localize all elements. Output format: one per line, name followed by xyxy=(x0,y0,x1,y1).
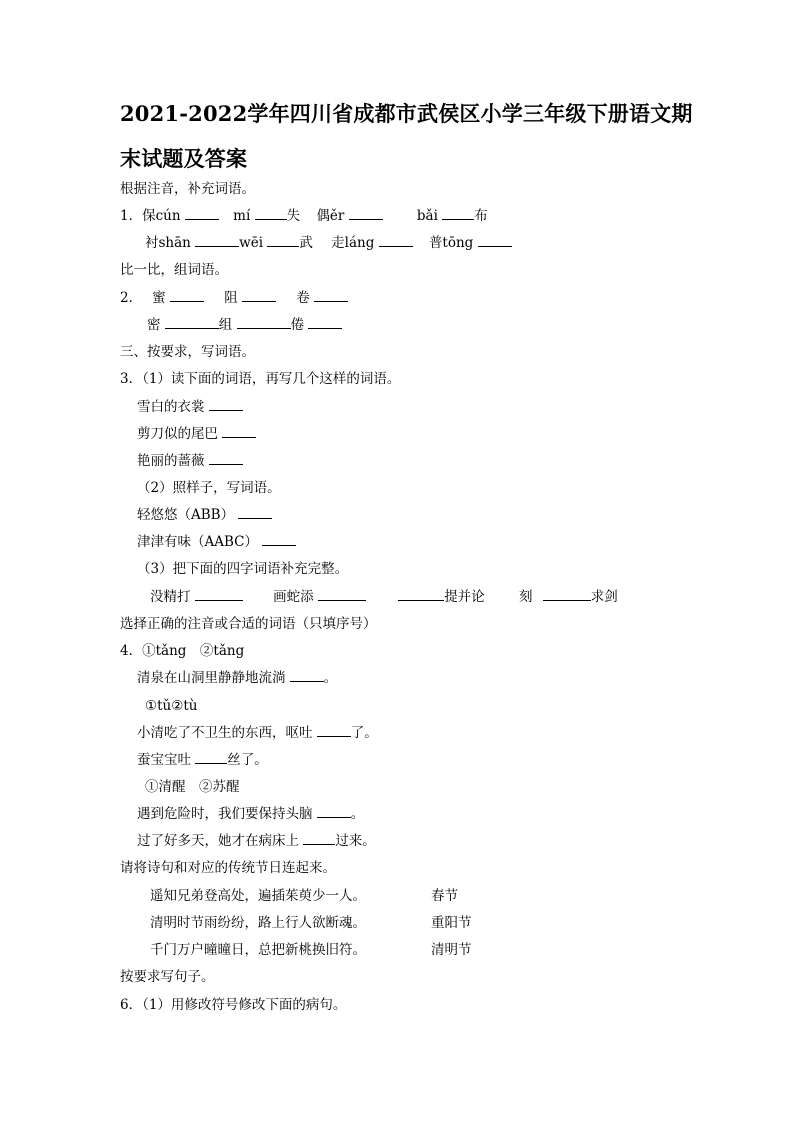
answer-blank[interactable] xyxy=(303,832,335,845)
q1-item-wu: 武 xyxy=(299,235,313,251)
q2-char: 阻 xyxy=(224,290,238,306)
answer-blank[interactable] xyxy=(317,724,351,737)
q3-idiom: 没精打 xyxy=(150,589,191,605)
answer-blank[interactable] xyxy=(185,207,219,220)
q4-options-3: ①清醒 ②苏醒 xyxy=(145,779,240,795)
answer-blank[interactable] xyxy=(290,669,324,682)
q3-word: 剪刀似的尾巴 xyxy=(137,426,218,442)
q4-sentence-text: 小清吃了不卫生的东西，呕吐 xyxy=(137,725,313,741)
q1-item-putong: 普tōng xyxy=(428,235,474,251)
q3-part2-item xyxy=(137,533,296,551)
q1-item-ouer: 偶ěr xyxy=(316,208,345,224)
q4-sentence-text: 过了好多天，她才在病床上 xyxy=(137,833,299,849)
answer-blank[interactable] xyxy=(195,588,243,601)
q1-item-baocun: 保cún xyxy=(142,208,181,224)
q1-intro: 根据注音，补充词语。 xyxy=(120,181,255,197)
answer-blank[interactable] xyxy=(195,751,227,764)
answer-blank[interactable] xyxy=(195,234,239,247)
q4-sentence xyxy=(137,832,376,850)
q1-item-zoulang: 走láng xyxy=(331,235,375,251)
q4-options: ①tǎng ②tǎng xyxy=(142,643,245,659)
q1-row-2 xyxy=(145,234,512,252)
q4-sentence-text: 蚕宝宝吐 xyxy=(137,752,191,768)
q6-intro: 按要求写句子。 xyxy=(120,969,215,985)
answer-blank[interactable] xyxy=(238,506,272,519)
q5-poem[interactable]: 清明时节雨纷纷，路上行人欲断魂。 xyxy=(150,915,366,931)
q3-part3-heading: （3）把下面的四字词语补充完整。 xyxy=(137,561,349,577)
q3-part1-item xyxy=(137,398,243,416)
q4-sentence xyxy=(137,805,364,823)
document-title-line-2: 末试题及答案 xyxy=(120,146,248,171)
q1-item-wei: wēi xyxy=(239,235,264,251)
q5-poem[interactable]: 遥知兄弟登高处，遍插茱萸少一人。 xyxy=(150,888,366,904)
q4-sentence xyxy=(137,724,378,742)
q3-idiom: 刻 xyxy=(518,589,533,605)
q3-part1-heading: 3．（1）读下面的词语，再写几个这样的词语。 xyxy=(120,371,401,387)
answer-blank[interactable] xyxy=(170,289,204,302)
q3-word: 津津有味（AABC） xyxy=(137,534,258,550)
q4-sentence-text: 清泉在山洞里静静地流淌 xyxy=(137,670,286,686)
answer-blank[interactable] xyxy=(237,316,291,329)
q3-idiom: 画蛇添 xyxy=(273,589,314,605)
q4-sentence xyxy=(137,751,268,769)
answer-blank[interactable] xyxy=(242,289,276,302)
q1-item-mi: mí xyxy=(233,208,251,224)
q5-intro: 请将诗句和对应的传统节日连起来。 xyxy=(120,860,336,876)
answer-blank[interactable] xyxy=(222,425,256,438)
q3-idiom: 提并论 xyxy=(444,589,485,605)
answer-blank[interactable] xyxy=(255,207,287,220)
q3-part2-heading: （2）照样子，写词语。 xyxy=(137,480,281,496)
q2-char: 倦 xyxy=(290,317,305,333)
section-three-heading: 三、按要求，写词语。 xyxy=(120,344,255,360)
q4-options-2: ①tǔ②tù xyxy=(145,698,198,714)
answer-blank[interactable] xyxy=(209,398,243,411)
q1-item-chenshan: 衬shān xyxy=(145,235,191,251)
q1-item-shi: 失 xyxy=(286,208,301,224)
q4-number: 4． xyxy=(120,643,143,659)
document-title-line-1: 2021-2022学年四川省成都市武侯区小学三年级下册语文期 xyxy=(120,101,693,126)
q4-sentence xyxy=(137,669,337,687)
q6-part1-heading: 6．（1）用修改符号修改下面的病句。 xyxy=(120,997,347,1013)
q3-word: 轻悠悠（ABB） xyxy=(137,507,235,523)
q2-number: 2． xyxy=(120,290,143,306)
q3-word: 艳丽的蔷薇 xyxy=(137,453,205,469)
q2-char: 蜜 xyxy=(152,290,166,306)
answer-blank[interactable] xyxy=(209,452,243,465)
q4-sentence-end: 过来。 xyxy=(335,833,376,849)
q2-intro: 比一比，组词语。 xyxy=(120,262,228,278)
answer-blank[interactable] xyxy=(442,207,474,220)
q3-idiom: 求剑 xyxy=(590,589,618,605)
q3-part2-item xyxy=(137,506,272,524)
answer-blank[interactable] xyxy=(543,588,591,601)
q5-poem[interactable]: 千门万户曈曈日，总把新桃换旧符。 xyxy=(150,942,366,958)
q2-char: 密 xyxy=(147,317,161,333)
q5-festival[interactable]: 清明节 xyxy=(431,942,472,958)
answer-blank[interactable] xyxy=(318,588,366,601)
q4-options-1 xyxy=(120,642,244,660)
answer-blank[interactable] xyxy=(262,533,296,546)
q2-row-2 xyxy=(147,316,342,334)
q4-sentence-text: 遇到危险时，我们要保持头脑 xyxy=(137,806,313,822)
answer-blank[interactable] xyxy=(379,234,413,247)
q3-word: 雪白的衣裳 xyxy=(137,399,205,415)
q2-row-1 xyxy=(120,289,348,307)
q3-part1-item xyxy=(137,425,256,443)
answer-blank[interactable] xyxy=(349,207,383,220)
q4-sentence-end: 丝了。 xyxy=(227,752,268,768)
answer-blank[interactable] xyxy=(308,316,342,329)
q4-sentence-end: 了。 xyxy=(350,725,378,741)
answer-blank[interactable] xyxy=(317,805,351,818)
q4-sentence-end: 。 xyxy=(323,670,338,686)
q1-number: 1． xyxy=(120,208,143,224)
q3-part1-item xyxy=(137,452,243,470)
q4-intro: 选择正确的注音或合适的词语（只填序号） xyxy=(120,616,377,632)
q2-char: 组 xyxy=(218,317,233,333)
answer-blank[interactable] xyxy=(165,316,219,329)
q1-row-1 xyxy=(120,207,488,225)
q5-festival[interactable]: 春节 xyxy=(431,888,458,904)
q3-part3-items xyxy=(150,588,618,606)
answer-blank[interactable] xyxy=(478,234,512,247)
q5-festival[interactable]: 重阳节 xyxy=(431,915,472,931)
q1-item-bu: 布 xyxy=(474,208,488,224)
q2-char: 卷 xyxy=(296,290,310,306)
answer-blank[interactable] xyxy=(314,289,348,302)
q4-sentence-end: 。 xyxy=(350,806,365,822)
answer-blank[interactable] xyxy=(398,588,444,601)
q1-item-bai: bǎi xyxy=(416,208,438,224)
answer-blank[interactable] xyxy=(267,234,299,247)
